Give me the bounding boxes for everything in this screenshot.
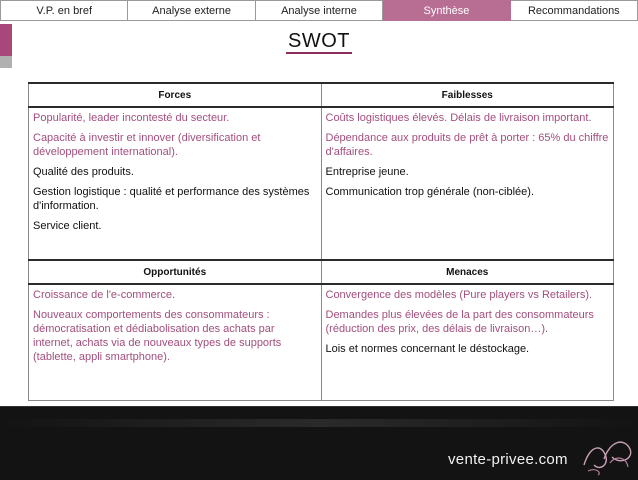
butterfly-swirl-icon	[580, 435, 636, 477]
faiblesses-cell	[321, 107, 614, 260]
forces-item: Capacité à investir et innover (diversification et développement international).	[33, 132, 261, 158]
menaces-item: Lois et normes concernant le déstockage.	[325, 343, 530, 355]
opportunites-cell	[29, 284, 322, 401]
swot-header-row-1	[29, 83, 614, 107]
opportunites-header: Opportunités	[29, 260, 322, 284]
page-title-text: SWOT	[288, 30, 350, 52]
menaces-cell	[321, 284, 614, 401]
tab-recommandations[interactable]: Recommandations	[511, 0, 638, 21]
faiblesses-item: Coûts logistiques élevés. Délais de livraison important.	[325, 112, 592, 124]
opportunites-item: Nouveaux comportements des consommateurs : démocratisation et dédiabolisation des achats par internet, achats via de nouveaux types de supports (tablette, appli smartphone).	[33, 309, 282, 363]
forces-item: Popularité, leader incontesté du secteur.	[33, 112, 230, 124]
menaces-item: Demandes plus élevées de la part des consommateurs (réduction des prix, des délais de livraison…).	[325, 309, 594, 335]
forces-item: Gestion logistique : qualité et performance des systèmes d'information.	[33, 186, 310, 212]
forces-cell	[29, 107, 322, 260]
forces-item: Qualité des produits.	[33, 166, 134, 178]
page-title	[0, 30, 638, 53]
faiblesses-item: Entreprise jeune.	[325, 166, 409, 178]
tab-analyse-externe[interactable]: Analyse externe	[128, 0, 255, 21]
brand-logo-text: vente-privee.com	[448, 451, 568, 468]
swot-header-row-2	[29, 260, 614, 284]
tab-vp-en-bref[interactable]: V.P. en bref	[0, 0, 128, 21]
swot-table	[28, 82, 614, 401]
forces-header: Forces	[29, 83, 322, 107]
swot-content-row-2	[29, 284, 614, 401]
faiblesses-item: Communication trop générale (non-ciblée).	[325, 186, 534, 198]
opportunites-item: Croissance de l'e-commerce.	[33, 289, 176, 301]
forces-item: Service client.	[33, 220, 102, 232]
faiblesses-header: Faiblesses	[321, 83, 614, 107]
top-navigation-tabs	[0, 0, 638, 22]
faiblesses-item: Dépendance aux produits de prêt à porter : 65% du chiffre d'affaires.	[325, 132, 609, 158]
tab-analyse-interne[interactable]: Analyse interne	[256, 0, 383, 21]
tab-synthese[interactable]: Synthèse	[383, 0, 510, 21]
swot-content-row-1	[29, 107, 614, 260]
menaces-item: Convergence des modèles (Pure players vs Retailers).	[325, 289, 593, 301]
footer-bar	[0, 406, 638, 480]
footer-band	[0, 419, 638, 427]
menaces-header: Menaces	[321, 260, 614, 284]
